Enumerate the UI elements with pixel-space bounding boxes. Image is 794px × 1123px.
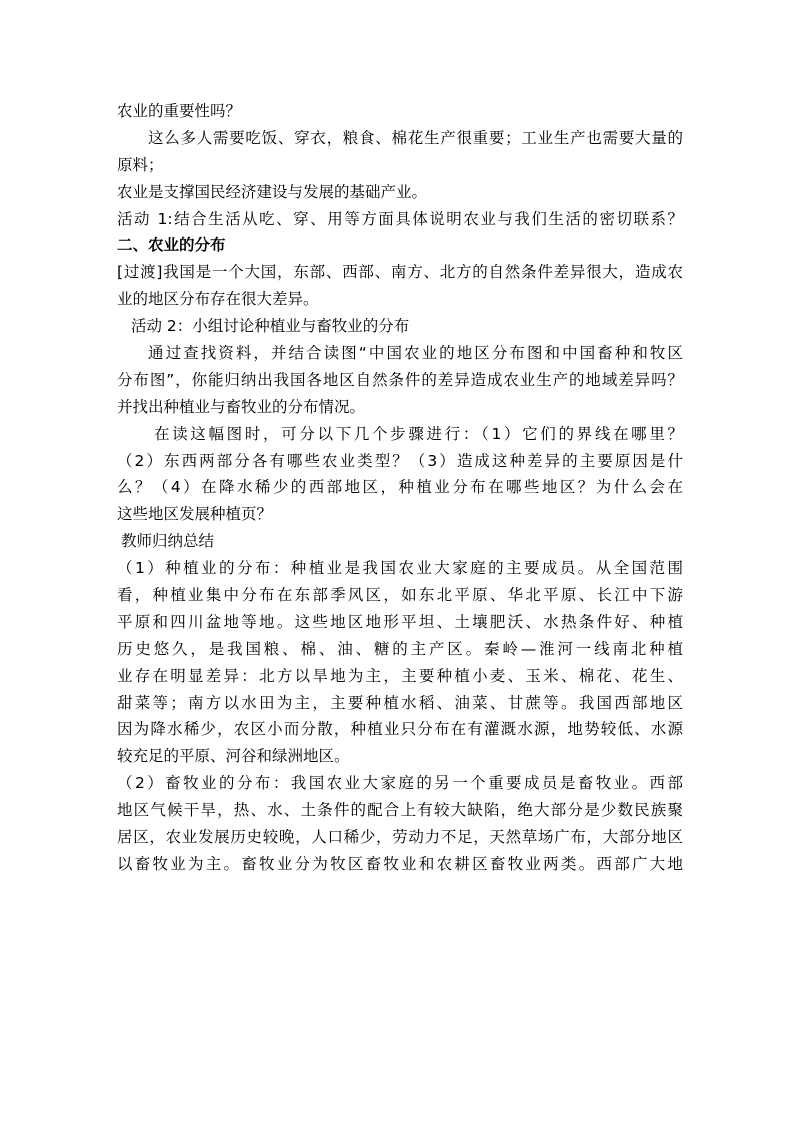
paragraph-line: 以畜牧业为主。畜牧业分为牧区畜牧业和农耕区畜牧业两类。西部广大地 [117, 854, 683, 873]
paragraph-line: （2）畜牧业的分布：我国农业大家庭的另一个重要成员是畜牧业。西部 [117, 774, 683, 793]
paragraph-line: 地区气候干旱，热、水、土条件的配合上有较大缺陷，绝大部分是少数民族聚 [117, 801, 683, 820]
paragraph-line: 平原和四川盆地等地。这些地区地形平坦、土壤肥沃、水热条件好、种植 [117, 612, 683, 631]
paragraph-line: （1）种植业的分布：种植业是我国农业大家庭的主要成员。从全国范围 [117, 559, 683, 578]
paragraph-line: 看，种植业集中分布在东部季风区，如东北平原、华北平原、长江中下游 [117, 586, 683, 605]
paragraph-line: 较充足的平原、河谷和绿洲地区。 [117, 747, 350, 766]
paragraph-line: 业的地区分布存在很大差异。 [117, 290, 319, 309]
activity-2-line: 活动 2：小组讨论种植业与畜牧业的分布 [131, 317, 410, 336]
paragraph-line: 居区，农业发展历史较晚，人口稀少，劳动力不足，天然草场广布，大部分地区 [117, 828, 683, 847]
teacher-summary-label: 教师归纳总结 [121, 532, 215, 551]
paragraph-line: 农业的重要性吗？ [117, 102, 242, 120]
paragraph-line: 因为降水稀少，农区小而分散，种植业只分布在有灌溉水源，地势较低、水源 [117, 720, 683, 739]
activity-1-line: 活动 1:结合生活从吃、穿、用等方面具体说明农业与我们生活的密切联系？ [117, 209, 683, 228]
paragraph-line: 农业是支撑国民经济建设与发展的基础产业。 [117, 182, 428, 201]
paragraph-line: 么？（4）在降水稀少的西部地区，种植业分布在哪些地区？为什么会在 [117, 478, 683, 497]
section-heading: 二、农业的分布 [117, 236, 226, 255]
paragraph-line: 分布图”，你能归纳出我国各地区自然条件的差异造成农业生产的地域差异吗？ [117, 370, 683, 389]
paragraph-line: 这些地区发展种植页？ [117, 505, 273, 524]
paragraph-line: 甜菜等；南方以水田为主，主要种植水稻、油菜、甘蔗等。我国西部地区 [117, 693, 683, 712]
paragraph-line: （2）东西两部分各有哪些农业类型？（3）造成这种差异的主要原因是什 [117, 451, 683, 470]
paragraph-line: 通过查找资料，并结合读图“中国农业的地区分布图和中国畜种和牧区 [148, 344, 683, 363]
paragraph-line: 在读这幅图时，可分以下几个步骤进行：（1）它们的界线在哪里？ [154, 424, 683, 443]
document-body [117, 98, 683, 878]
paragraph-line: [过渡]我国是一个大国，东部、西部、南方、北方的自然条件差异很大，造成农 [117, 263, 683, 282]
paragraph-line: 原料； [117, 155, 164, 174]
paragraph-line: 业存在明显差异：北方以旱地为主，主要种植小麦、玉米、棉花、花生、 [117, 666, 683, 685]
paragraph-line: 历史悠久，是我国粮、棉、油、糖的主产区。秦岭—淮河一线南北种植 [117, 639, 683, 658]
paragraph-line: 并找出种植业与畜牧业的分布情况。 [117, 397, 366, 416]
paragraph-line: 这么多人需要吃饭、穿衣，粮食、棉花生产很重要；工业生产也需要大量的 [148, 128, 683, 147]
